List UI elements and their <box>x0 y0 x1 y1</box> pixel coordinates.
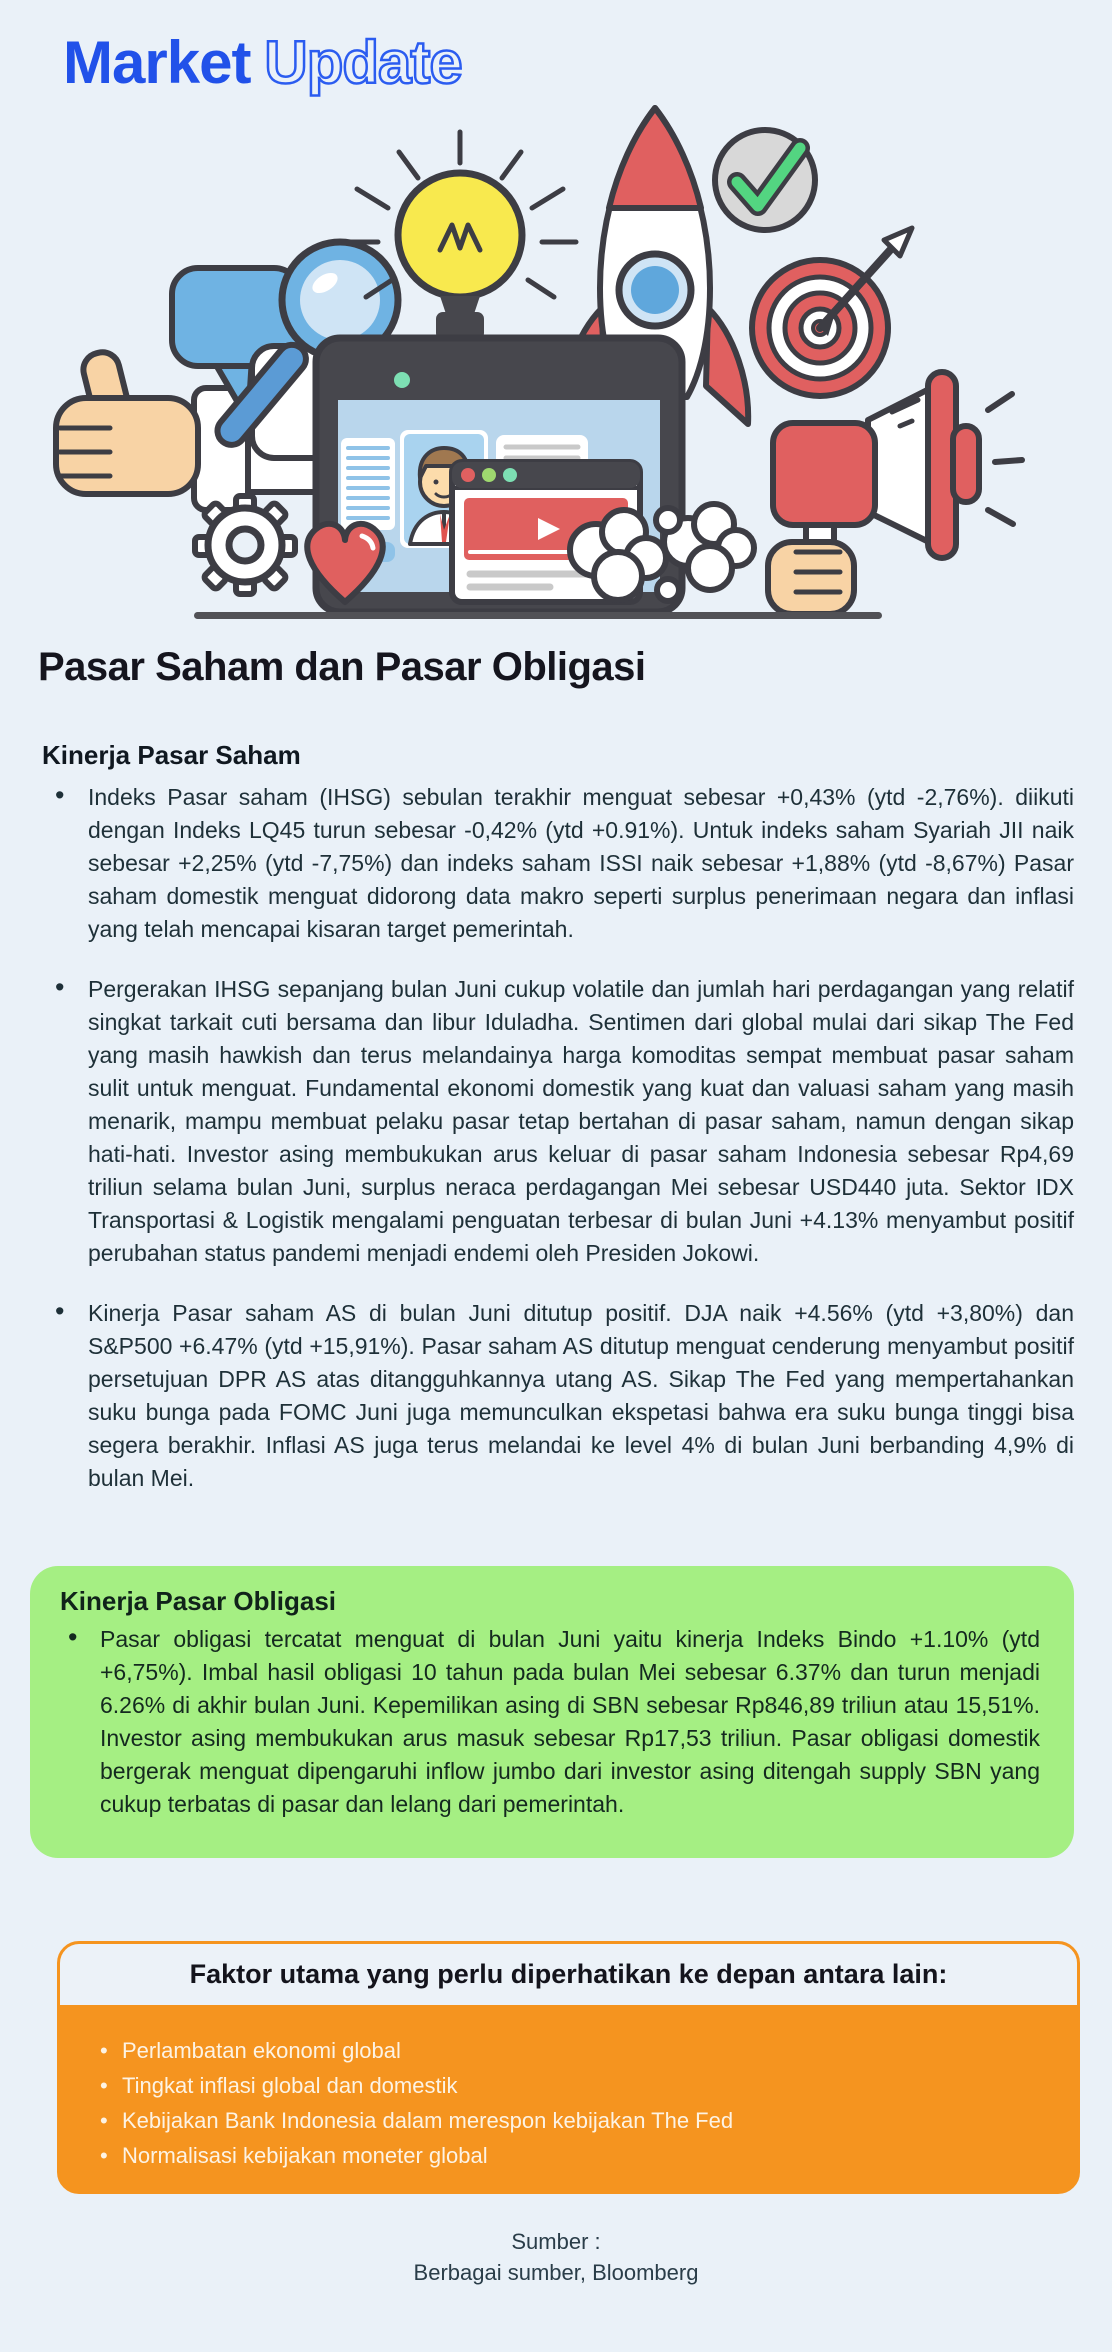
bond-bullet-performance: • Pasar obligasi tercatat menguat di bulan Juni yaitu kinerja Indeks Bindo +1.10% (ytd +6,75%). Imbal hasil obligasi 10 tahun pada bulan Mei sebesar 6.37% dan turun menjadi 6.26% di akhir bulan Juni. Kepemilikan asing di SBN sebesar Rp846,89 triliun atau 15,51%. Investor asing membukukan arus masuk sebesar Rp17,53 triliun. Pasar obligasi domestik bergerak menguat dipengaruhi inflow jumbo dari investor asing ditengah supply SBN yang cukup terbatas di pasar dan lelang dari pemerintah. <box>60 1623 1040 1821</box>
gear-icon <box>195 496 295 594</box>
key-factors-title: Faktor utama yang perlu diperhatikan ke depan antara lain: <box>60 1944 1077 2005</box>
key-factors-box <box>57 1941 1080 2194</box>
factor-item-global-slowdown: • Perlambatan ekonomi global <box>98 2033 1037 2068</box>
stock-bullet-list <box>42 781 1074 1495</box>
bond-market-section <box>30 1566 1074 1858</box>
stock-bullet-ihsg: • Indeks Pasar saham (IHSG) sebulan terakhir menguat sebesar +0,43% (ytd -2,76%). diikuti dengan Indeks LQ45 turun sebesar -0,42% (ytd +0.91%). Untuk indeks saham Syariah JII naik sebesar +2,25% (ytd -7,75%) dan indeks saham ISSI naik sebesar +1,88% (ytd -8,67%) Pasar saham domestik menguat didorong data makro seperti surplus penerimaan negara dan inflasi yang telah mencapai kisaran target pemerintah. <box>42 781 1074 946</box>
bond-bullet-list <box>60 1623 1040 1821</box>
page-heading: Pasar Saham dan Pasar Obligasi <box>38 645 646 689</box>
source-label: Sumber : <box>511 2229 601 2254</box>
page-title <box>63 28 462 97</box>
marketing-illustration <box>0 90 1112 615</box>
megaphone-hand-icon <box>768 542 854 614</box>
target-arrow-icon <box>752 228 912 396</box>
factor-item-monetary-normalization: • Normalisasi kebijakan moneter global <box>98 2138 1037 2173</box>
title-update: Update <box>264 29 462 96</box>
factor-item-bank-indonesia: • Kebijakan Bank Indonesia dalam merespon kebijakan The Fed <box>98 2103 1037 2138</box>
source-footer <box>0 2226 1112 2288</box>
stock-market-section <box>42 740 1074 1495</box>
key-factors-list <box>60 2005 1077 2173</box>
stock-bullet-june-movement: • Pergerakan IHSG sepanjang bulan Juni cukup volatile dan jumlah hari perdagangan yang relatif singkat tarkait cuti bersama dan libur Iduladha. Sentimen dari global mulai dari sikap The Fed yang masih hawkish dan terus melandainya harga komoditas sempat membuat pasar saham sulit untuk menguat. Fundamental ekonomi domestik yang kuat dan valuasi saham yang masih menarik, mampu membuat pelaku pasar tetap bertahan di pasar saham, namun dengan sikap hati-hati. Investor asing membukukan arus keluar di pasar saham Indonesia sebesar Rp4,69 triliun selama bulan Juni, surplus neraca perdagangan Mei sebesar USD440 juta. Sektor IDX Transportasi & Logistik mengalami penguatan terbesar di bulan Juni +4.13% menyambut positif perubahan status pandemi menjadi endemi oleh Presiden Jokowi. <box>42 973 1074 1270</box>
source-text: Berbagai sumber, Bloomberg <box>413 2260 699 2285</box>
section-divider <box>194 612 882 619</box>
bond-section-title: Kinerja Pasar Obligasi <box>60 1586 337 1616</box>
title-market: Market <box>63 29 251 96</box>
factor-item-inflation: • Tingkat inflasi global dan domestik <box>98 2068 1037 2103</box>
stock-bullet-us-market: • Kinerja Pasar saham AS di bulan Juni ditutup positif. DJA naik +4.56% (ytd +3,80%) dan S&P500 +6.47% (ytd +15,91%). Pasar saham AS ditutup menguat cenderung menyambut positif persetujuan DPR AS atas ditangguhkannya utang AS. Sikap The Fed yang mempertahankan suku bunga pada FOMC Juni juga memunculkan ekspetasi bahwa era suku bunga tinggi bisa segera berakhir. Inflasi AS juga terus melandai ke level 4% di bulan Juni berbanding 4,9% di bulan Mei. <box>42 1297 1074 1495</box>
check-badge-icon <box>715 130 815 230</box>
stock-section-title: Kinerja Pasar Saham <box>42 740 301 770</box>
